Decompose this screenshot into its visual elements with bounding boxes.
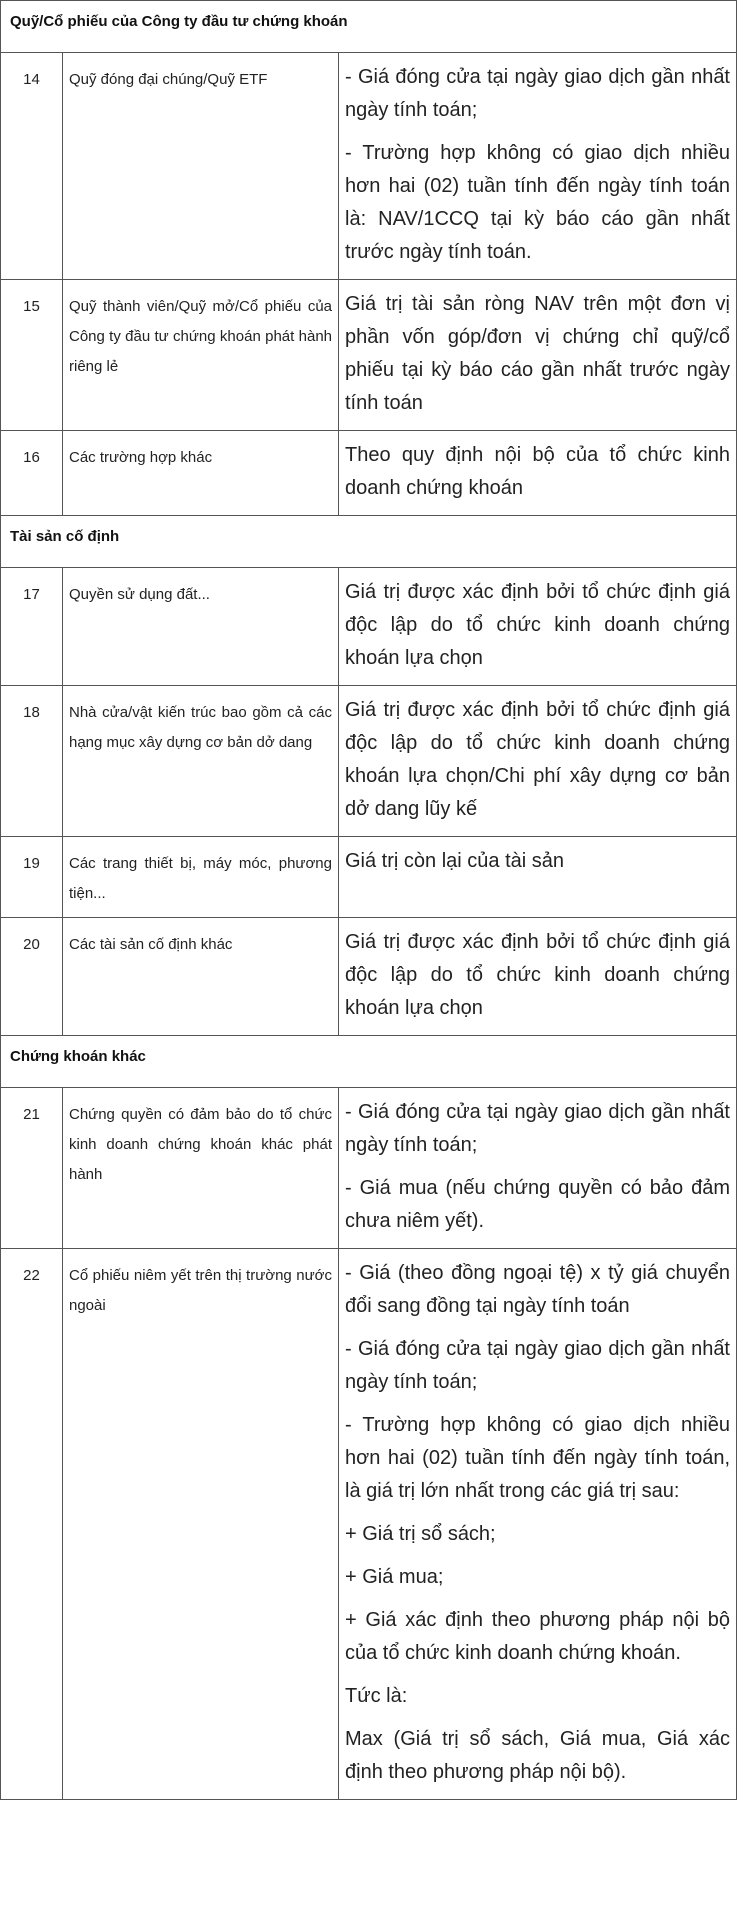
method-paragraph: Giá trị còn lại của tài sản [345, 850, 564, 872]
valuation-method [339, 280, 737, 431]
table-row [1, 568, 737, 686]
row-number: 16 [1, 431, 63, 516]
row-number: 20 [1, 918, 63, 1036]
asset-name: Các trường hợp khác [63, 431, 339, 516]
table-row [1, 431, 737, 516]
table-row [1, 280, 737, 431]
section-title: Chứng khoán khác [1, 1036, 737, 1088]
method-paragraph: + Giá trị sổ sách; [345, 1523, 496, 1545]
valuation-method [339, 918, 737, 1036]
method-paragraph: Giá trị tài sản ròng NAV trên một đơn vị phần vốn góp/đơn vị chứng chỉ quỹ/cổ phiếu tại kỳ báo cáo gần nhất trước ngày tính toán [345, 293, 730, 414]
valuation-method [339, 431, 737, 516]
row-number: 17 [1, 568, 63, 686]
row-number: 18 [1, 686, 63, 837]
valuation-method [339, 837, 737, 918]
method-paragraph: + Giá mua; [345, 1566, 444, 1588]
table-row [1, 918, 737, 1036]
table-row [1, 53, 737, 280]
table-row [1, 686, 737, 837]
method-paragraph: + Giá xác định theo phương pháp nội bộ của tổ chức kinh doanh chứng khoán. [345, 1609, 730, 1664]
row-number: 19 [1, 837, 63, 918]
asset-name: Các tài sản cố định khác [63, 918, 339, 1036]
method-paragraph: Tức là: [345, 1685, 408, 1707]
asset-name: Nhà cửa/vật kiến trúc bao gồm cả các hạng mục xây dựng cơ bản dở dang [63, 686, 339, 837]
asset-name: Các trang thiết bị, máy móc, phương tiện... [63, 837, 339, 918]
method-paragraph: - Trường hợp không có giao dịch nhiều hơn hai (02) tuần tính đến ngày tính toán là: NAV/1CCQ tại kỳ báo cáo gần nhất trước ngày tính toán. [345, 142, 730, 263]
section-title: Quỹ/Cổ phiếu của Công ty đầu tư chứng khoán [1, 1, 737, 53]
row-number: 14 [1, 53, 63, 280]
valuation-method [339, 568, 737, 686]
valuation-method [339, 686, 737, 837]
method-paragraph: - Giá đóng cửa tại ngày giao dịch gần nhất ngày tính toán; [345, 1338, 730, 1393]
table-row [1, 1249, 737, 1800]
valuation-method [339, 1088, 737, 1249]
asset-name: Cổ phiếu niêm yết trên thị trường nước ngoài [63, 1249, 339, 1800]
section-header-row [1, 1, 737, 53]
section-header-row [1, 516, 737, 568]
method-paragraph: Max (Giá trị sổ sách, Giá mua, Giá xác định theo phương pháp nội bộ). [345, 1728, 730, 1783]
method-paragraph: Theo quy định nội bộ của tổ chức kinh doanh chứng khoán [345, 444, 730, 499]
asset-name: Quyền sử dụng đất... [63, 568, 339, 686]
method-paragraph: - Trường hợp không có giao dịch nhiều hơn hai (02) tuần tính đến ngày tính toán, là giá trị lớn nhất trong các giá trị sau: [345, 1414, 730, 1502]
section-title: Tài sản cố định [1, 516, 737, 568]
method-paragraph: - Giá mua (nếu chứng quyền có bảo đảm chưa niêm yết). [345, 1177, 730, 1232]
table-row [1, 1088, 737, 1249]
method-paragraph: Giá trị được xác định bởi tổ chức định giá độc lập do tổ chức kinh doanh chứng khoán lựa chọn [345, 581, 730, 669]
asset-name: Quỹ thành viên/Quỹ mở/Cổ phiếu của Công ty đầu tư chứng khoán phát hành riêng lẻ [63, 280, 339, 431]
asset-name: Quỹ đóng đại chúng/Quỹ ETF [63, 53, 339, 280]
method-paragraph: - Giá đóng cửa tại ngày giao dịch gần nhất ngày tính toán; [345, 1101, 730, 1156]
row-number: 21 [1, 1088, 63, 1249]
method-paragraph: - Giá đóng cửa tại ngày giao dịch gần nhất ngày tính toán; [345, 66, 730, 121]
method-paragraph: Giá trị được xác định bởi tổ chức định giá độc lập do tổ chức kinh doanh chứng khoán lựa chọn/Chi phí xây dựng cơ bản dở dang lũy kế [345, 699, 730, 820]
row-number: 22 [1, 1249, 63, 1800]
method-paragraph: - Giá (theo đồng ngoại tệ) x tỷ giá chuyển đổi sang đồng tại ngày tính toán [345, 1262, 730, 1317]
row-number: 15 [1, 280, 63, 431]
section-header-row [1, 1036, 737, 1088]
table-row [1, 837, 737, 918]
valuation-method [339, 53, 737, 280]
asset-name: Chứng quyền có đảm bảo do tổ chức kinh doanh chứng khoán khác phát hành [63, 1088, 339, 1249]
method-paragraph: Giá trị được xác định bởi tổ chức định giá độc lập do tổ chức kinh doanh chứng khoán lựa chọn [345, 931, 730, 1019]
valuation-method [339, 1249, 737, 1800]
